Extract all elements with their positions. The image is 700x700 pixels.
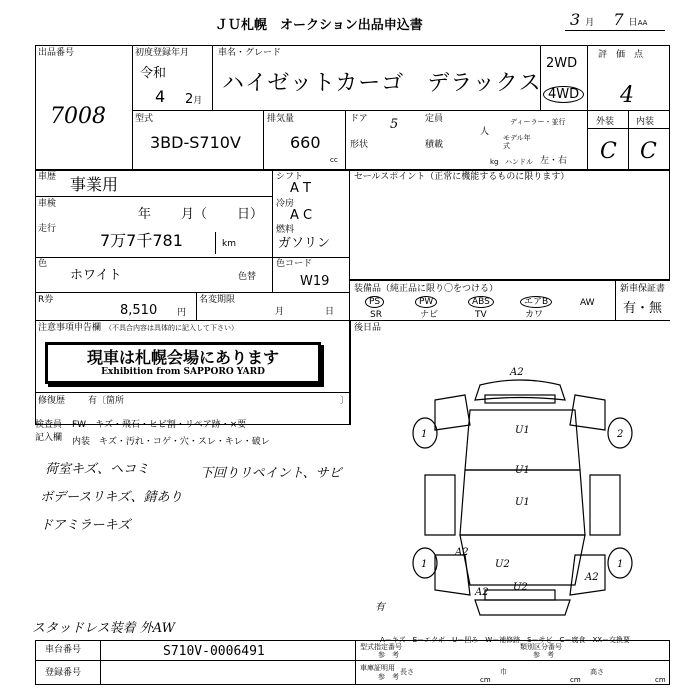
inspection-expiry: 年 月（ 日） bbox=[138, 207, 264, 222]
history-label: 車歴 bbox=[38, 172, 57, 182]
car-name-label: 車名・グレード bbox=[218, 48, 282, 58]
width-label: 巾 bbox=[500, 668, 507, 676]
handwritten-note-3: ドアミラーキズ bbox=[40, 518, 131, 533]
displacement-value: 660 bbox=[290, 133, 321, 152]
repair-label: 修復歴 bbox=[38, 396, 66, 406]
door-count: 5 bbox=[390, 117, 399, 132]
inspect-interior-row: 内装 キズ・汚れ・コゲ・穴・スレ・キレ・破レ bbox=[72, 437, 270, 447]
color-label: 色 bbox=[38, 259, 48, 269]
ac-value: A C bbox=[290, 208, 313, 223]
capacity-label: 定員 bbox=[425, 114, 444, 124]
diagram-mark: A2 bbox=[455, 547, 469, 558]
recycle-label: R券 bbox=[38, 295, 54, 305]
diagram-mark: 1 bbox=[617, 559, 624, 570]
equipment-tv: TV bbox=[475, 310, 487, 320]
interior-label: 内装 bbox=[636, 117, 655, 127]
date-day: 7 bbox=[613, 10, 624, 29]
frame-number-label: 車台番号 bbox=[45, 645, 82, 655]
color-value: ホワイト bbox=[70, 268, 122, 283]
door-label: ドア bbox=[350, 114, 368, 124]
diagram-mark: 有 bbox=[375, 602, 385, 613]
handwritten-note-1: 荷室キズ、ヘコミ bbox=[45, 462, 150, 477]
class-number-label: 類別区分番号 bbox=[520, 643, 562, 651]
equipment-aw: AW bbox=[580, 298, 595, 308]
registration-era: 令和 bbox=[140, 66, 167, 81]
fuel-value: ガソリン bbox=[278, 236, 331, 251]
color-code: W19 bbox=[300, 274, 330, 289]
length-label: 長さ bbox=[400, 668, 414, 676]
form-title: ＪＵ札幌 オークション出品申込書 bbox=[215, 18, 423, 33]
handle-label: ハンドル bbox=[505, 158, 533, 166]
sales-point-label: セールスポイント（正常に機能するものに限ります） bbox=[354, 172, 570, 182]
registration-label: 初度登録年月 bbox=[135, 48, 190, 58]
diagram-mark: 1 bbox=[421, 429, 428, 440]
inspector-label: 検査員 bbox=[35, 420, 63, 430]
equipment-sr: SR bbox=[370, 310, 382, 320]
equipment-airbag: エアB bbox=[520, 296, 552, 308]
lot-number: 7008 bbox=[50, 104, 106, 129]
inspect-fw-row: FW キズ・飛石・ヒビ割・リペア跡・×要 bbox=[72, 420, 247, 430]
submission-date: 3 月 7 日AA bbox=[570, 10, 648, 29]
recycle-fee: 8,510 bbox=[120, 303, 158, 318]
shape-label: 形状 bbox=[350, 140, 369, 150]
equipment-ps: PS bbox=[365, 296, 384, 308]
dealer-label: ディーラー・並行 bbox=[510, 118, 566, 126]
diagram-mark: A2 bbox=[585, 572, 599, 583]
vehicle-damage-diagram bbox=[375, 355, 650, 630]
load-label: 積載 bbox=[425, 140, 444, 150]
name-change-label: 名変期限 bbox=[199, 295, 236, 305]
ac-label: 冷房 bbox=[276, 199, 295, 209]
handwritten-note-4: 下回りリペイント、サビ bbox=[200, 466, 342, 481]
warranty-value: 有・無 bbox=[623, 301, 663, 316]
diagram-mark: A2 bbox=[510, 367, 524, 378]
diagram-mark: U1 bbox=[515, 425, 530, 436]
handwritten-note-2: ボデースリキズ、錆あり bbox=[40, 490, 183, 505]
shift-value: A T bbox=[290, 181, 311, 196]
shift-label: シフト bbox=[276, 172, 304, 182]
entry-label: 記入欄 bbox=[35, 433, 63, 443]
score-label: 評 価 点 bbox=[598, 50, 644, 60]
location-stamp: 現車は札幌会場にあります Exhibition from SAPPORO YARD bbox=[45, 342, 321, 384]
registration-year: 4 bbox=[155, 87, 166, 106]
interior-grade: C bbox=[640, 139, 657, 164]
garage-cert-label: 車庫証明用 bbox=[360, 664, 395, 672]
registration-month: 2月 bbox=[185, 92, 203, 107]
frame-number: S710V-0006491 bbox=[163, 644, 265, 659]
type-approval-label: 型式指定番号 bbox=[360, 643, 402, 651]
car-name: ハイゼットカーゴ デラックス bbox=[222, 71, 542, 96]
height-label: 高さ bbox=[590, 668, 604, 676]
registration-number-label: 登録番号 bbox=[45, 668, 82, 678]
drive-2wd: 2WD bbox=[546, 56, 578, 71]
diagram-mark: U2 bbox=[513, 582, 528, 593]
diagram-mark: 2 bbox=[617, 429, 624, 440]
score-value: 4 bbox=[620, 83, 634, 108]
fuel-label: 燃料 bbox=[276, 225, 295, 235]
mileage-label: 走行 bbox=[38, 224, 57, 234]
damage-legend: A－キズ E－エクボ U－凹み W－補修跡 S－サビ C－腐食 XX－交換要 bbox=[380, 636, 631, 644]
mileage-value: 7万7千781 bbox=[100, 231, 183, 250]
notes-label: 注意事項申告欄 （不具合内容は具体的に記入して下さい） bbox=[38, 323, 239, 333]
lot-label: 出品番号 bbox=[38, 48, 75, 58]
exterior-grade: C bbox=[600, 139, 617, 164]
diagram-mark: 1 bbox=[421, 559, 428, 570]
equipment-pw: PW bbox=[415, 296, 437, 308]
drive-4wd: 4WD bbox=[543, 86, 584, 103]
diagram-mark: U1 bbox=[515, 497, 530, 508]
color-code-label: 色コード bbox=[276, 259, 313, 269]
rear-items-label: 後日品 bbox=[354, 323, 382, 333]
equipment-label: 装備品（純正品に限り〇をつける） bbox=[354, 284, 499, 294]
repair-value: 有〔箇所 bbox=[88, 396, 125, 406]
displacement-label: 排気量 bbox=[267, 114, 295, 124]
history-value: 事業用 bbox=[70, 175, 119, 194]
equipment-leather: カワ bbox=[525, 310, 544, 320]
diagram-mark: A2 bbox=[475, 587, 489, 598]
handle-options: 左・右 bbox=[540, 156, 568, 166]
diagram-mark: U1 bbox=[515, 465, 530, 476]
date-month: 3 bbox=[570, 10, 581, 29]
inspection-label: 車検 bbox=[38, 199, 57, 209]
equipment-abs: ABS bbox=[468, 296, 494, 308]
color-change-label: 色替 bbox=[238, 272, 257, 282]
warranty-label: 新車保証書 bbox=[620, 284, 666, 294]
model-label: 型式 bbox=[135, 114, 154, 124]
model-year-label: モデル年式 bbox=[503, 134, 531, 150]
model-code: 3BD-S710V bbox=[150, 133, 241, 152]
exterior-label: 外装 bbox=[596, 117, 615, 127]
diagram-mark: U2 bbox=[495, 559, 510, 570]
handwritten-note-5: スタッドレス装着 外AW bbox=[32, 621, 175, 636]
equipment-navi: ナビ bbox=[420, 310, 439, 320]
